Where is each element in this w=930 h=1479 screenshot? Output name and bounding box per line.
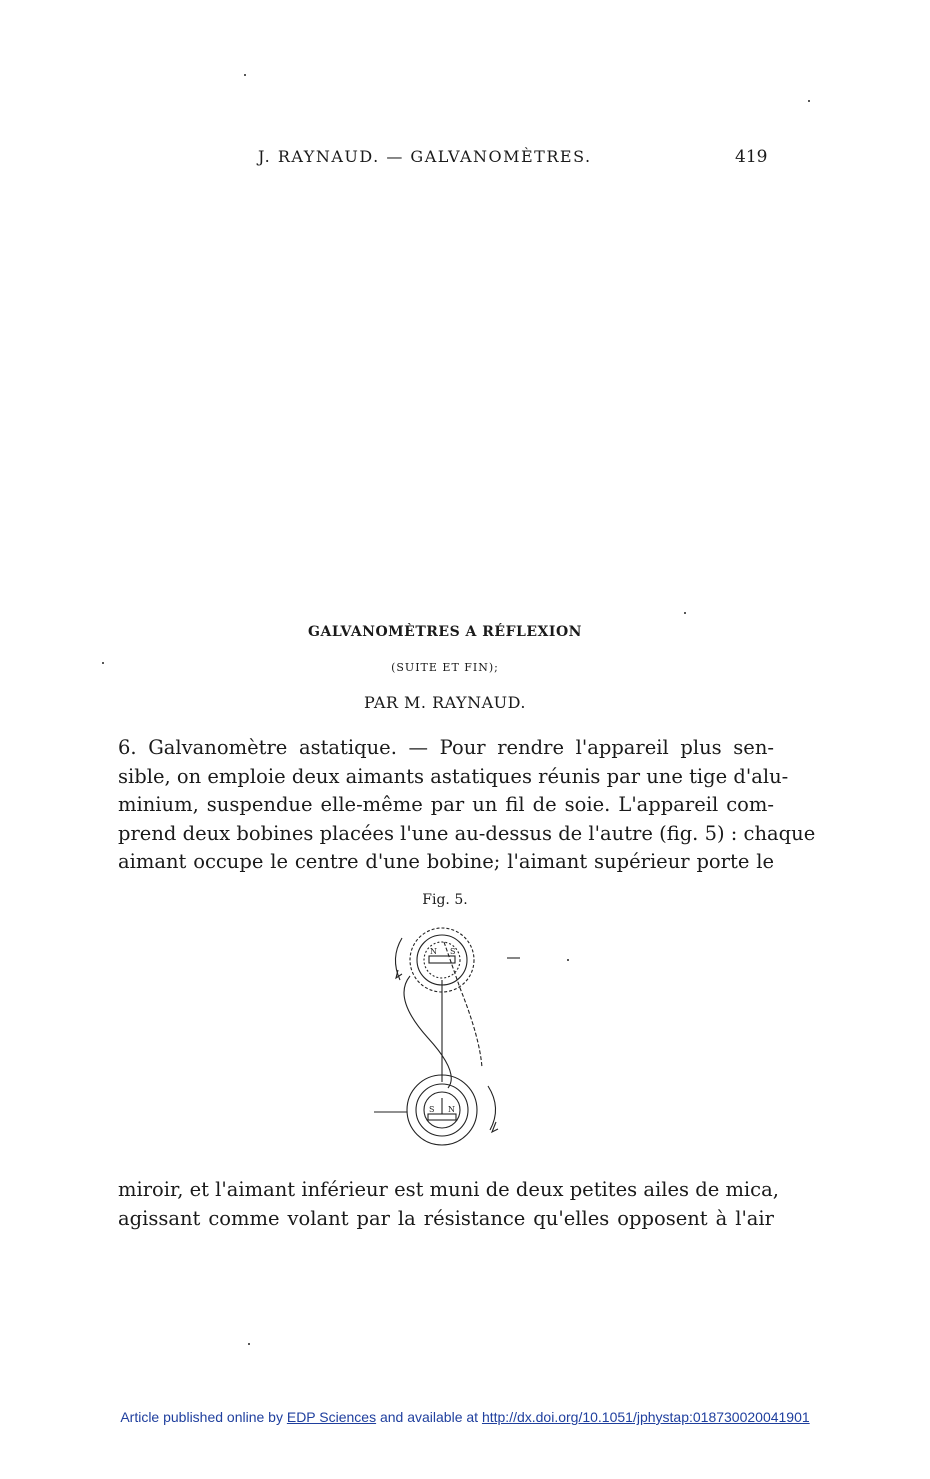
speck xyxy=(248,1343,250,1345)
text-line: 6. Galvanomètre astatique. — Pour rendre l'appareil plus sen- xyxy=(118,736,774,759)
lower-s-letter: S xyxy=(429,1105,435,1114)
article-author: PAR M. RAYNAUD. xyxy=(364,693,526,712)
speck xyxy=(808,100,810,102)
text-line: prend deux bobines placées l'une au-dessus de l'autre (fig. 5) : chaque xyxy=(118,821,816,845)
figure-caption: Fig. 5. xyxy=(422,892,468,908)
lower-n-letter: N xyxy=(448,1105,455,1114)
upper-s-letter: S xyxy=(450,947,456,956)
connecting-wire xyxy=(404,976,451,1088)
text-line: sible, on emploie deux aimants astatiques réunis par une tige d'alu- xyxy=(118,764,789,788)
footer-prefix: Article published online by xyxy=(120,1409,283,1425)
text-line: miroir, et l'aimant inférieur est muni de deux petites ailes de mica, xyxy=(118,1178,779,1201)
page-number: 419 xyxy=(735,147,768,167)
publisher-link[interactable]: EDP Sciences xyxy=(286,1409,377,1425)
text-line: aimant occupe le centre d'une bobine; l'aimant supérieur porte le xyxy=(118,850,774,873)
paragraph-2 xyxy=(118,1176,779,1233)
doi-link[interactable]: http://dx.doi.org/10.1051/jphystap:018730020041901 xyxy=(481,1409,810,1425)
footer-middle: and available at xyxy=(379,1409,479,1425)
galvanometer-figure xyxy=(370,918,590,1168)
footer xyxy=(0,1409,930,1425)
speck xyxy=(684,612,686,614)
lower-magnet xyxy=(428,1114,456,1120)
article-title: GALVANOMÈTRES A RÉFLEXION xyxy=(308,624,582,640)
text-line: agissant comme volant par la résistance qu'elles opposent à l'air xyxy=(118,1206,774,1230)
speck xyxy=(244,74,246,76)
running-head: J. RAYNAUD. — GALVANOMÈTRES. xyxy=(258,147,592,166)
upper-arrow xyxy=(395,938,402,980)
text-line: minium, suspendue elle-même par un fil de soie. L'appareil com- xyxy=(118,793,774,816)
upper-n-letter: N xyxy=(430,947,437,956)
article-subtitle: (SUITE ET FIN); xyxy=(391,661,499,674)
lower-arrow xyxy=(488,1086,496,1130)
paragraph-1 xyxy=(118,734,816,877)
